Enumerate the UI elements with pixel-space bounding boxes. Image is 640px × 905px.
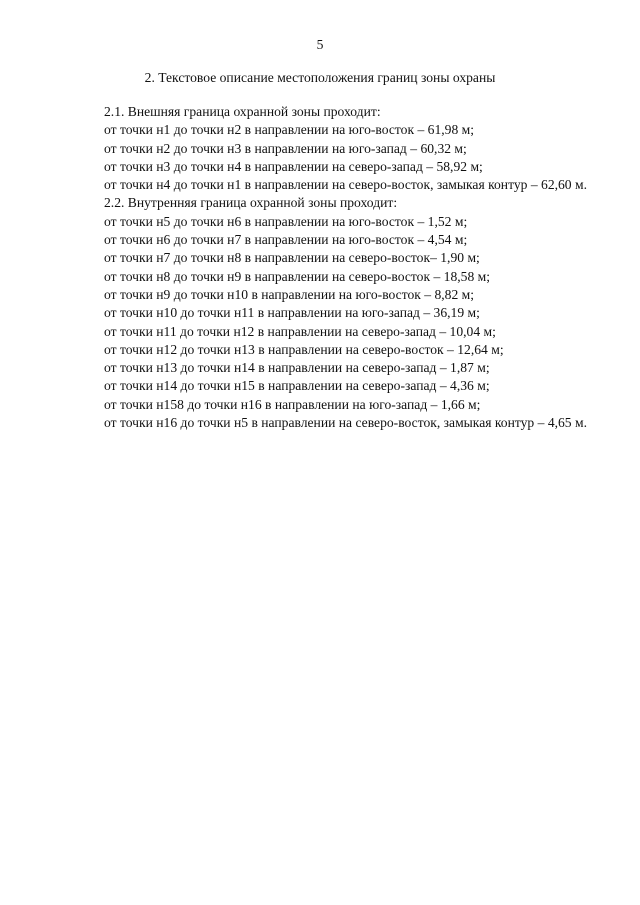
inner-boundary-line: от точки н158 до точки н16 в направлении на юго-запад – 1,66 м; <box>104 396 481 412</box>
section-heading: 2. Текстовое описание местоположения границ зоны охраны <box>144 70 496 85</box>
inner-boundary-line: от точки н12 до точки н13 в направлении на северо-восток – 12,64 м; <box>104 341 504 357</box>
inner-boundary-line: от точки н7 до точки н8 в направлении на северо-восток– 1,90 м; <box>104 250 480 266</box>
inner-boundary-line: от точки н14 до точки н15 в направлении на северо-запад – 4,36 м; <box>104 378 490 394</box>
outer-boundary-line: от точки н1 до точки н2 в направлении на юго-восток – 61,98 м; <box>104 122 475 138</box>
inner-boundary-line: от точки н11 до точки н12 в направлении на северо-запад – 10,04 м; <box>104 323 496 339</box>
inner-boundary-line: от точки н13 до точки н14 в направлении на северо-запад – 1,87 м; <box>104 360 490 376</box>
inner-boundary-closing-line: от точки н16 до точки н5 в направлении на северо-восток, замыкая контур – 4,65 м. <box>104 415 588 431</box>
page-number: 5 <box>316 37 324 52</box>
outer-boundary-closing-line: от точки н4 до точки н1 в направлении на северо-восток, замыкая контур – 62,60 м. <box>104 177 588 193</box>
inner-boundary-line: от точки н8 до точки н9 в направлении на северо-восток – 18,58 м; <box>104 268 491 284</box>
document-body <box>67 103 602 432</box>
inner-boundary-title: 2.2. Внутренняя граница охранной зоны проходит: <box>104 195 398 211</box>
inner-boundary-line: от точки н9 до точки н10 в направлении на юго-восток – 8,82 м; <box>104 286 475 302</box>
inner-boundary-line: от точки н5 до точки н6 в направлении на юго-восток – 1,52 м; <box>104 213 468 229</box>
inner-boundary-line: от точки н6 до точки н7 в направлении на юго-восток – 4,54 м; <box>104 232 468 248</box>
outer-boundary-line: от точки н3 до точки н4 в направлении на северо-запад – 58,92 м; <box>104 158 483 174</box>
outer-boundary-title: 2.1. Внешняя граница охранной зоны проходит: <box>104 104 381 119</box>
outer-boundary-line: от точки н2 до точки н3 в направлении на юго-запад – 60,32 м; <box>104 140 467 156</box>
inner-boundary-line: от точки н10 до точки н11 в направлении на юго-запад – 36,19 м; <box>104 305 480 321</box>
